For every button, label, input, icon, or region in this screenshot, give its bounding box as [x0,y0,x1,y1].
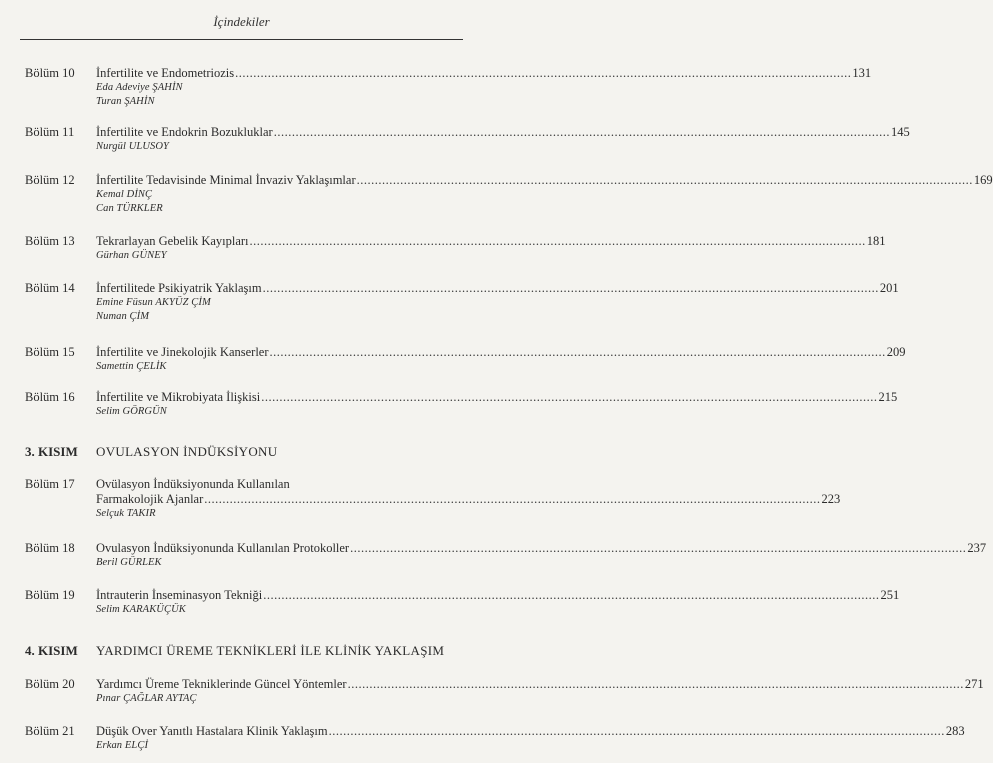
chapter-title-line-1: Ovülasyon İndüksiyonunda Kullanılan [96,477,290,491]
chapter-author: Selim GÖRGÜN [96,406,167,417]
dot-leader: .......................................................................................................................................................................... [263,588,880,602]
part-title: YARDIMCI ÜREME TEKNİKLERİ İLE KLİNİK YAKLAŞIM [96,643,445,658]
chapter-number: Bölüm 19 [25,588,75,602]
toc-part-3[interactable] [25,444,465,460]
part-number: 4. KISIM [25,643,78,658]
chapter-page-number: 223 [821,492,841,506]
chapter-author: Numan ÇİM [96,311,150,322]
chapter-title: İnfertilite Tedavisinde Minimal İnvaziv Yaklaşımlar [96,173,356,187]
chapter-title: Ovulasyon İndüksiyonunda Kullanılan Protokoller [96,541,350,555]
chapter-number: Bölüm 18 [25,541,75,555]
chapter-number: Bölüm 10 [25,66,75,80]
page-header-title: İçindekiler [213,14,270,29]
chapter-page-number: 131 [852,66,872,80]
chapter-author: Samettin ÇELİK [96,361,167,372]
chapter-page-number: 145 [890,125,910,139]
toc-part-4[interactable] [25,643,465,659]
dot-leader: .......................................................................................................................................................................... [235,66,852,80]
chapter-number: Bölüm 20 [25,677,75,691]
chapter-title: İnfertilite ve Jinekolojik Kanserler [96,345,269,359]
chapter-title: İnfertilite ve Mikrobiyata İlişkisi [96,390,261,404]
chapter-number: Bölüm 12 [25,173,75,187]
chapter-number: Bölüm 14 [25,281,75,295]
part-title: OVULASYON İNDÜKSİYONU [96,444,278,459]
chapter-title: İnfertilite ve Endokrin Bozukluklar [96,125,273,139]
dot-leader: .......................................................................................................................................................................... [347,677,964,691]
chapter-number: Bölüm 11 [25,125,75,139]
chapter-title: İntrauterin İnseminasyon Tekniği [96,588,263,602]
chapter-author: Eda Adeviye ŞAHİN [96,82,183,93]
chapter-page-number: 271 [964,677,984,691]
chapter-number: Bölüm 21 [25,724,75,738]
chapter-title: Farmakolojik Ajanlar [96,492,204,506]
chapter-page-number: 251 [880,588,900,602]
dot-leader: .......................................................................................................................................................................... [273,125,890,139]
chapter-number: Bölüm 17 [25,477,75,491]
chapter-number: Bölüm 13 [25,234,75,248]
chapter-author: Turan ŞAHİN [96,96,155,107]
dot-leader: .......................................................................................................................................................................... [356,173,973,187]
dot-leader: .......................................................................................................................................................................... [269,345,886,359]
chapter-author: Erkan ELÇİ [96,740,149,751]
chapter-author: Pınar ÇAĞLAR AYTAÇ [96,693,197,704]
chapter-title: İnfertilite ve Endometriozis [96,66,235,80]
chapter-author: Selçuk TAKIR [96,508,156,519]
chapter-page-number: 283 [945,724,965,738]
chapter-number: Bölüm 16 [25,390,75,404]
chapter-author: Gürhan GÜNEY [96,250,167,261]
chapter-title: İnfertilitede Psikiyatrik Yaklaşım [96,281,262,295]
chapter-author: Emine Füsun AKYÜZ ÇİM [96,297,211,308]
chapter-author: Can TÜRKLER [96,203,163,214]
chapter-number: Bölüm 15 [25,345,75,359]
chapter-page-number: 215 [878,390,898,404]
dot-leader: .......................................................................................................................................................................... [350,541,967,555]
dot-leader: .......................................................................................................................................................................... [262,281,879,295]
chapter-page-number: 181 [866,234,886,248]
chapter-page-number: 209 [886,345,906,359]
chapter-title: Yardımcı Üreme Tekniklerinde Güncel Yöntemler [96,677,347,691]
chapter-page-number: 201 [879,281,899,295]
part-number: 3. KISIM [25,444,78,459]
chapter-page-number: 237 [967,541,987,555]
chapter-author: Selim KARAKÜÇÜK [96,604,186,615]
dot-leader: .......................................................................................................................................................................... [249,234,866,248]
chapter-author: Kemal DİNÇ [96,189,153,200]
chapter-title: Tekrarlayan Gebelik Kayıpları [96,234,249,248]
dot-leader: .......................................................................................................................................................................... [328,724,945,738]
chapter-page-number: 169 [973,173,993,187]
chapter-author: Beril GÜRLEK [96,557,162,568]
chapter-author: Nurgül ULUSOY [96,141,169,152]
dot-leader: .......................................................................................................................................................................... [204,492,821,506]
dot-leader: .......................................................................................................................................................................... [261,390,878,404]
chapter-title: Düşük Over Yanıtlı Hastalara Klinik Yaklaşım [96,724,328,738]
